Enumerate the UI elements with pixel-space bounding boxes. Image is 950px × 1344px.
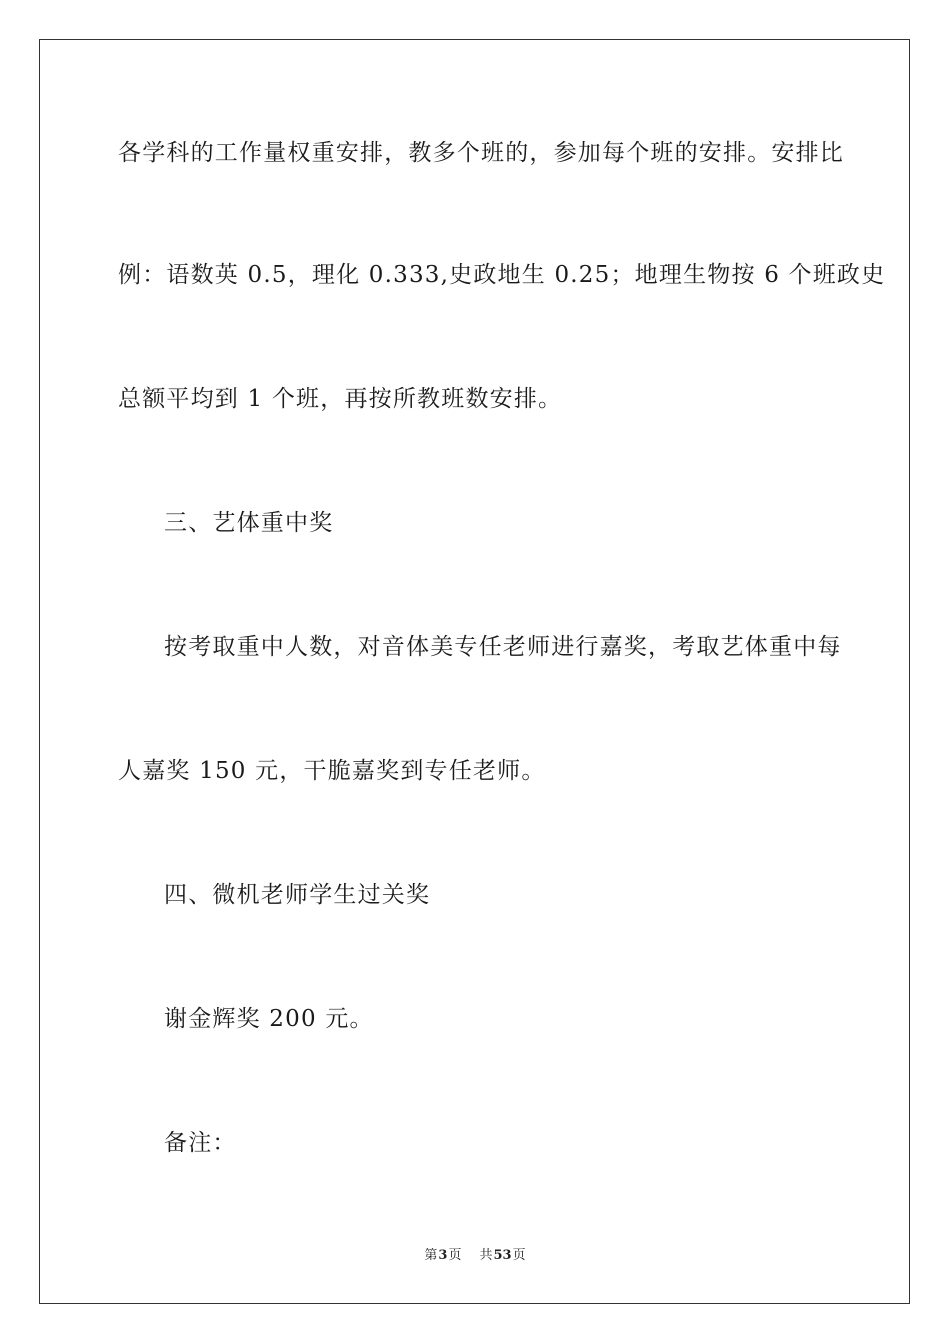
- section-heading: 四、微机老师学生过关奖: [164, 882, 431, 908]
- page-prefix: 第: [424, 1248, 438, 1263]
- page-footer: [0, 1247, 950, 1265]
- paragraph-line: 总额平均到 1 个班，再按所教班数安排。: [118, 386, 563, 412]
- paragraph-line: 各学科的工作量权重安排，教多个班的，参加每个班的安排。安排比: [118, 140, 844, 166]
- paragraph-line: 谢金辉奖 200 元。: [164, 1006, 374, 1032]
- page-border: [39, 39, 910, 1304]
- total-suffix: 页: [512, 1248, 526, 1263]
- page-suffix: 页: [448, 1248, 462, 1263]
- paragraph-line: 例：语数英 0.5，理化 0.333,史政地生 0.25；地理生物按 6 个班政史: [118, 262, 886, 288]
- paragraph-line: 人嘉奖 150 元，干脆嘉奖到专任老师。: [118, 758, 546, 784]
- page-number: 3: [438, 1248, 448, 1263]
- note-label: 备注：: [164, 1130, 237, 1156]
- paragraph-line: 按考取重中人数，对音体美专任老师进行嘉奖，考取艺体重中每: [164, 634, 842, 660]
- total-pages: 53: [493, 1248, 512, 1263]
- total-prefix: 共: [479, 1248, 493, 1263]
- section-heading: 三、艺体重中奖: [164, 510, 334, 536]
